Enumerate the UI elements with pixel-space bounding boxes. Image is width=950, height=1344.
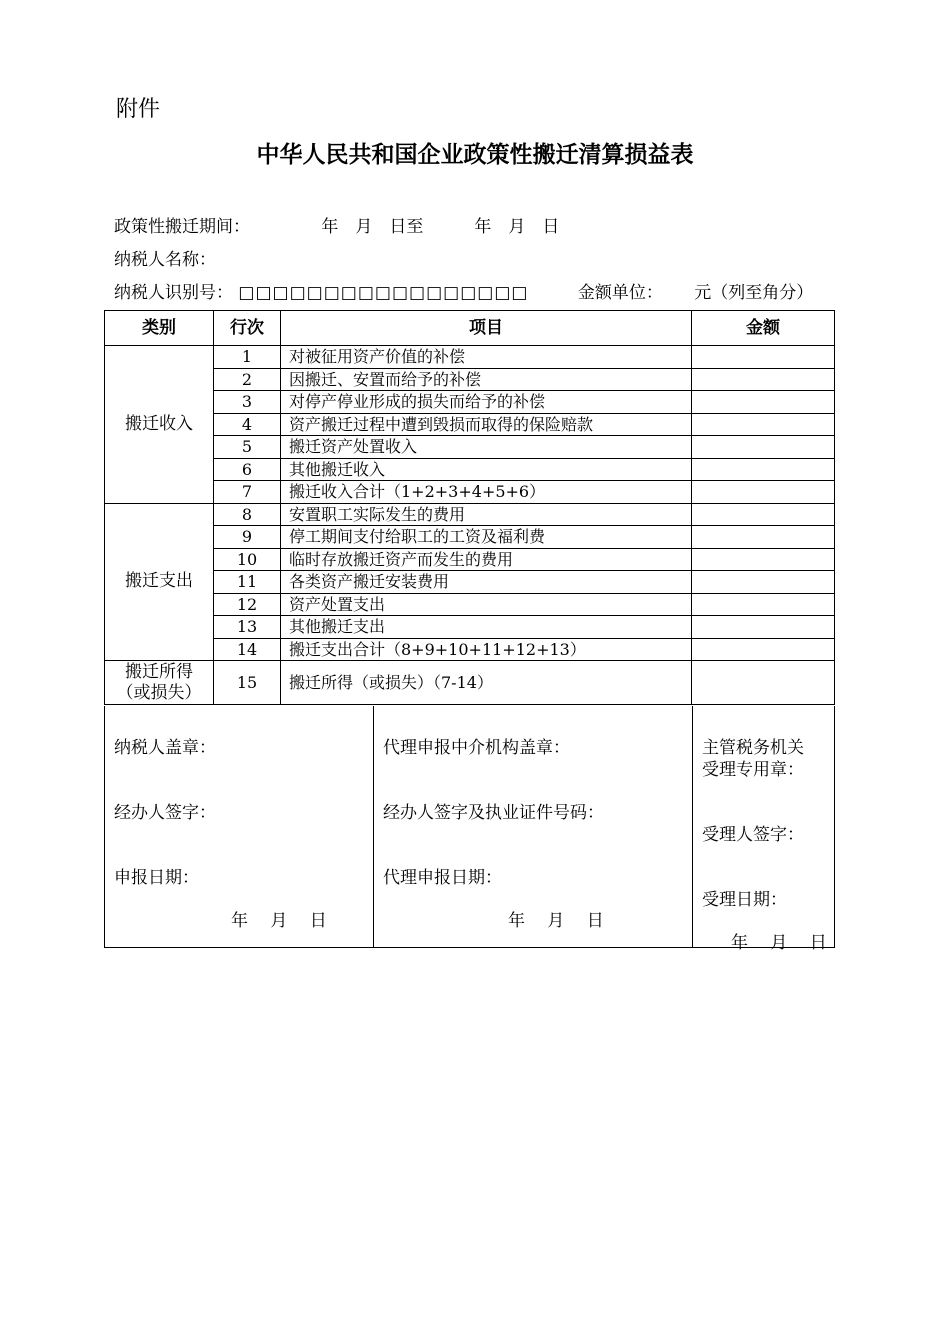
- item-label: 对停产停业形成的损失而给予的补偿: [281, 391, 692, 414]
- tax-office-label-line1: 主管税务机关: [702, 738, 804, 758]
- amount-cell[interactable]: [692, 503, 835, 526]
- agent-signature-column: [373, 706, 692, 947]
- table-row: [105, 526, 835, 549]
- amount-cell[interactable]: [692, 368, 835, 391]
- item-label: 资产搬迁过程中遭到毁损而取得的保险赔款: [281, 413, 692, 436]
- line-number: 7: [214, 481, 281, 504]
- line-number: 12: [214, 593, 281, 616]
- relocation-period: [114, 212, 559, 237]
- unit-value: 元（列至角分）: [694, 283, 814, 303]
- period-label: 政策性搬迁期间：: [114, 217, 250, 237]
- item-label: 搬迁支出合计（8+9+10+11+12+13）: [281, 638, 692, 661]
- period-value: 年 月 日至 年 月 日: [321, 217, 560, 237]
- amount-cell[interactable]: [692, 481, 835, 504]
- amount-cell[interactable]: [692, 413, 835, 436]
- tax-office-label-line2: 受理专用章：: [702, 760, 804, 780]
- taxpayer-id-boxes[interactable]: □□□□□□□□□□□□□□□□□: [238, 283, 529, 303]
- header-amount: 金额: [692, 311, 835, 346]
- line-number: 8: [214, 503, 281, 526]
- receive-date-label: 受理日期：: [702, 890, 787, 910]
- amount-cell[interactable]: [692, 661, 835, 705]
- agent-handler-label: 经办人签字及执业证件号码：: [383, 803, 604, 823]
- item-label: 搬迁资产处置收入: [281, 436, 692, 459]
- item-label: 搬迁收入合计（1+2+3+4+5+6）: [281, 481, 692, 504]
- table-row: [105, 503, 835, 526]
- category-expense: 搬迁支出: [105, 503, 214, 661]
- item-label: 临时存放搬迁资产而发生的费用: [281, 548, 692, 571]
- line-number: 14: [214, 638, 281, 661]
- line-number: 1: [214, 346, 281, 369]
- amount-cell[interactable]: [692, 346, 835, 369]
- item-label: 对被征用资产价值的补偿: [281, 346, 692, 369]
- line-number: 6: [214, 458, 281, 481]
- item-label: 其他搬迁收入: [281, 458, 692, 481]
- taxpayer-seal-label: 纳税人盖章：: [114, 738, 216, 758]
- line-number: 15: [214, 661, 281, 705]
- signature-section: [104, 706, 835, 953]
- settlement-table: [104, 310, 835, 705]
- line-number: 13: [214, 616, 281, 639]
- amount-cell[interactable]: [692, 616, 835, 639]
- amount-cell[interactable]: [692, 436, 835, 459]
- table-row: [105, 368, 835, 391]
- line-number: 4: [214, 413, 281, 436]
- table-row: [105, 481, 835, 504]
- category-gain-line2: （或损失）: [116, 682, 202, 703]
- category-gain-line1: 搬迁所得: [125, 661, 193, 682]
- handler-sign-label: 经办人签字：: [114, 803, 216, 823]
- category-income: 搬迁收入: [105, 346, 214, 504]
- form-title: 中华人民共和国企业政策性搬迁清算损益表: [256, 142, 694, 168]
- amount-cell[interactable]: [692, 571, 835, 594]
- unit-label: 金额单位：: [577, 283, 663, 303]
- table-row: [105, 616, 835, 639]
- line-number: 5: [214, 436, 281, 459]
- item-label: 停工期间支付给职工的工资及福利费: [281, 526, 692, 549]
- line-number: 9: [214, 526, 281, 549]
- agent-seal-label: 代理申报中介机构盖章：: [383, 738, 570, 758]
- table-row: [105, 436, 835, 459]
- receive-date-ymd: 年 月 日: [731, 933, 827, 953]
- amount-cell[interactable]: [692, 458, 835, 481]
- line-number: 3: [214, 391, 281, 414]
- line-number: 2: [214, 368, 281, 391]
- item-label: 搬迁所得（或损失）（7-14）: [281, 661, 692, 705]
- table-row: [105, 638, 835, 661]
- taxpayer-name: [114, 245, 216, 270]
- amount-cell[interactable]: [692, 526, 835, 549]
- table-row: [105, 593, 835, 616]
- agent-date-label: 代理申报日期：: [383, 868, 502, 888]
- line-number: 10: [214, 548, 281, 571]
- annex-label: 附件: [116, 97, 161, 122]
- declare-date-label: 申报日期：: [114, 868, 199, 888]
- amount-cell[interactable]: [692, 391, 835, 414]
- item-label: 其他搬迁支出: [281, 616, 692, 639]
- amount-cell[interactable]: [692, 593, 835, 616]
- agent-date-ymd: 年 月 日: [508, 911, 604, 931]
- taxpayer-signature-column: [105, 706, 373, 947]
- item-label: 因搬迁、安置而给予的补偿: [281, 368, 692, 391]
- item-label: 资产处置支出: [281, 593, 692, 616]
- table-row: [105, 571, 835, 594]
- table-row: [105, 458, 835, 481]
- table-row: [105, 413, 835, 436]
- table-row: [105, 548, 835, 571]
- amount-cell[interactable]: [692, 638, 835, 661]
- table-row: [105, 391, 835, 414]
- taxpayer-name-label: 纳税人名称：: [114, 250, 216, 270]
- table-header-row: [105, 311, 835, 346]
- header-category: 类别: [105, 311, 214, 346]
- item-label: 安置职工实际发生的费用: [281, 503, 692, 526]
- taxpayer-id-label: 纳税人识别号：: [114, 283, 233, 303]
- header-item: 项目: [281, 311, 692, 346]
- amount-cell[interactable]: [692, 548, 835, 571]
- table-row: [105, 661, 835, 705]
- receiver-sign-label: 受理人签字：: [702, 825, 804, 845]
- header-line: 行次: [214, 311, 281, 346]
- declare-date-ymd: 年 月 日: [231, 911, 327, 931]
- tax-office-column: [692, 706, 835, 953]
- item-label: 各类资产搬迁安装费用: [281, 571, 692, 594]
- table-row: [105, 346, 835, 369]
- taxpayer-id-row: [114, 278, 813, 303]
- line-number: 11: [214, 571, 281, 594]
- category-gain: [105, 661, 214, 705]
